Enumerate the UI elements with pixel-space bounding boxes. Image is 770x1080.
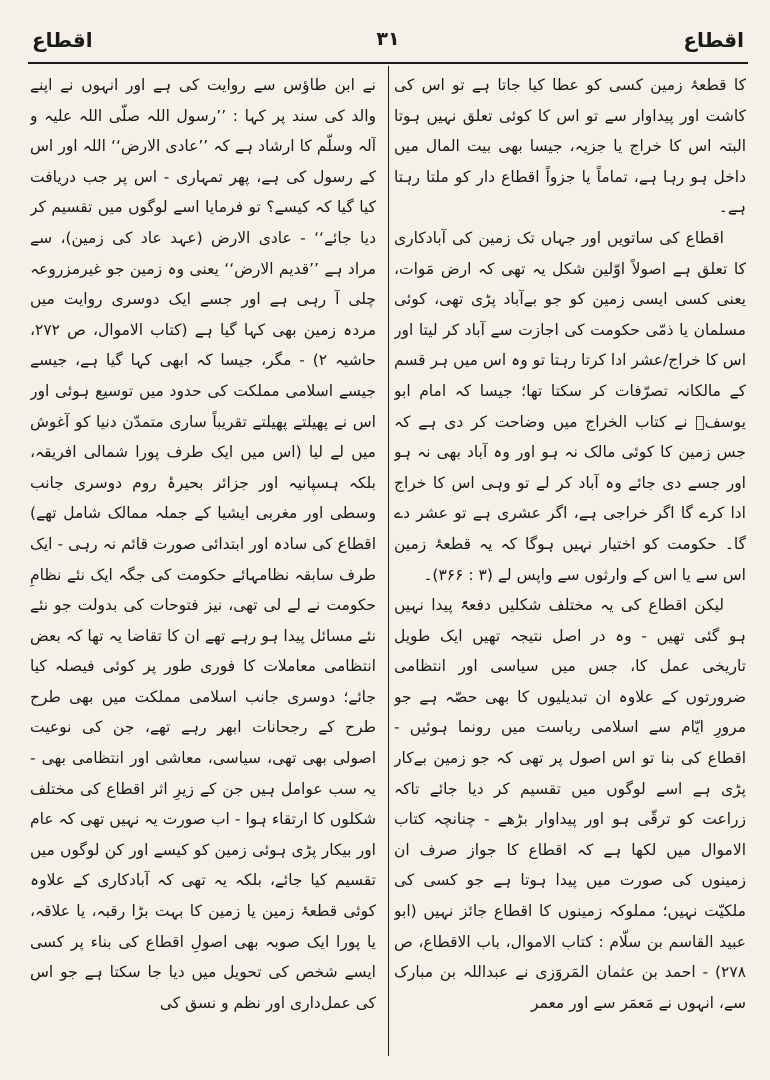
header-rule [28,62,748,64]
paragraph: اقطاع کی ساتویں اور جہاں تک زمین کی آبادکاری کا تعلق ہے اصولاً اوّلین شکل یہ تھی کہ ارض مَوات، یعنی کسی ایسی زمین کو جو بےآباد پڑی تھی، کوئی مسلمان یا ذمّی حکومت کی اجازت سے آباد کر لیتا اور اس کا خراج/عشر ادا کرتا رہتا تو وہ اس میں ہر قسم کے مالکانہ تصرّفات کر سکتا تھا؛ جیسا کہ امام ابو یوسفؒ نے کتاب الخراج میں وضاحت کر دی ہے کہ جس زمین کا کوئی مالک نہ ہو اور وہ آباد بھی نہ ہو اور جسے دی جائے وہ آباد کر لے تو وہی اس کا خراج ادا کرے گا اگر خراجی ہے، اگر عشری ہے تو عشر دے گا۔ حکومت کو اختیار نہیں ہوگا کہ یہ قطعۂ زمین اس سے یا اس کے وارثوں سے واپس لے (۳ : ۳۶۶)۔ [394,228,746,584]
page-number: ۳۱ [376,28,400,50]
running-head-right: اقطاع [683,28,744,52]
paragraph: کا قطعۂ زمین کسی کو عطا کیا جاتا ہے تو اس کی کاشت اور پیداوار سے تو اس کا کوئی تعلق نہیں ہوتا البتہ اس کا خراج یا جزیہ، جیسا بھی بیت المال میں داخل ہو رہا ہے، تماماً یا جزواً اقطاع دار کو ملتا رہتا ہے۔ [394,76,746,217]
paragraph: نے ابن طاؤس سے روایت کی ہے اور انہوں نے اپنے والد کی سند پر کہا : ’’رسول اللہ صلّی اللہ علیہ و آلہ وسلّم کا ارشاد ہے کہ ’’عادی الارض‘‘ اللہ اور اس کے رسول کی ہے، پھر تمہاری - اس پر جب دریافت کیا گیا کہ کیسے؟ تو فرمایا اسے لوگوں میں تقسیم کر دیا جائے‘‘ - عادی الارض (عہد عاد کی زمین)، سے مراد ہے ’’قدیم الارض‘‘ یعنی وہ زمین جو غیرمزروعہ چلی آ رہی ہے اور جسے ایک دوسری روایت میں مردہ زمین بھی کہا گیا ہے (کتاب الاموال، ص ۲۷۲، حاشیہ ۲) - مگر، جیسا کہ ابھی کہا گیا ہے، جیسے جیسے اسلامی مملکت کی حدود میں توسیع ہوئی اور اس نے پھیلتے پھیلتے تقریباً ساری متمدّن دنیا کو آغوش میں لے لیا (اس میں ایک طرف پورا شمالی افریقہ، بلکہ ہسپانیہ اور جزائر بحیرۂ روم دوسری جانب وسطی اور مغربی ایشیا کے جملہ ممالک شامل تھے) اقطاع کی سادہ اور ابتدائی صورت قائم نہ رہی - ایک طرف سابقہ نظامہائے حکومت کی جگہ ایک نئے نظامِ حکومت نے لے لی تھی، نیز فتوحات کی بدولت جو نئے نئے مسائل پیدا ہو رہے تھے ان کا تقاضا یہ تھا کہ بعض انتظامی معاملات کا فوری طور پر کوئی فیصلہ کیا جائے؛ دوسری جانب اسلامی مملکت میں بھی طرح طرح کے رجحانات ابھر رہے تھے، جن کی نوعیت اصولی بھی تھی، سیاسی، معاشی اور انتظامی بھی - یہ سب عوامل ہیں جن کے زیرِ اثر اقطاع کی مختلف شکلوں کا ارتقاء ہوا - اب صورت یہ نہیں تھی کہ عام اور بیکار پڑی ہوئی زمین کو کیسے اور کن لوگوں میں تقسیم کیا جائے، بلکہ یہ تھی کہ آبادکاری کے علاوہ کوئی قطعۂ زمین یا زمین کا بہت بڑا رقبہ، یا علاقہ، یا پورا ایک صوبہ بھی اصولِ اقطاع کی بناء پر کسی ایسے شخص کی تحویل میں دیا جا سکتا ہے جو اس کی عمل‌داری اور نظم و نسق کی [30,76,376,1012]
column-divider [388,66,389,1056]
right-column [394,70,746,1060]
paragraph: لیکن اقطاع کی یہ مختلف شکلیں دفعۃً پیدا نہیں ہو گئی تھیں - وہ در اصل نتیجہ تھیں ایک طویل تاریخی عمل کا، جس میں سیاسی اور انتظامی ضرورتوں کے علاوہ ان تبدیلیوں کا بھی حصّہ ہے جو مرورِ ایّام سے اسلامی ریاست میں رونما ہوئیں - اقطاع کی بنا تو اس اصول پر تھی کہ جو زمین بےکار پڑی ہے اسے لوگوں میں تقسیم کر دیا جائے تاکہ زراعت کو ترقّی ہو اور پیداوار بڑھے - چنانچہ کتاب الاموال میں لکھا ہے کہ اقطاع کا جواز صرف ان زمینوں کی صورت میں پیدا ہوتا ہے جو کسی کی ملکیّت نہیں؛ مملوکہ زمینوں کا اقطاع جائز نہیں (ابو عبید القاسم بن سلّام : کتاب الاموال، باب الاقطاع، ص ۲۷۸) - احمد بن عثمان المَروَزی نے عبداللہ بن مبارک سے، انہوں نے مَعمَر سے اور معمر [394,596,746,1012]
left-column [30,70,376,1060]
running-head-left: اقطاع [32,28,93,52]
